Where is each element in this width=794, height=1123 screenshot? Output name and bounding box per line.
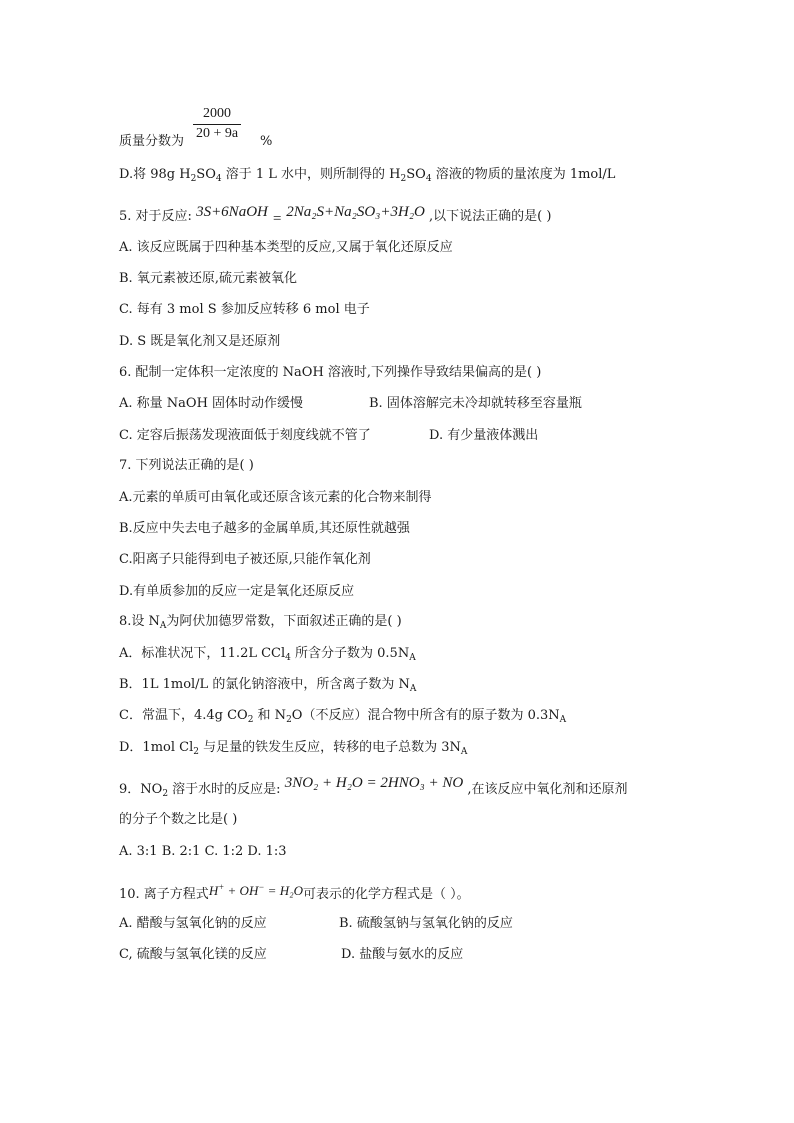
fraction-bar	[193, 124, 241, 125]
q10-options-cd	[119, 946, 463, 964]
q5-equation-left: 3S+6NaOH	[196, 204, 268, 220]
q5-option-b: B. 氧元素被还原,硫元素被氧化	[119, 271, 297, 286]
q8-option-a: A．标准状况下，11.2L CCl$_4$ 所含分子数为 $0.5N_A$	[119, 646, 416, 663]
q6-options-cd	[119, 427, 538, 445]
q7-option-a: A.元素的单质可由氧化或还原含该元素的化合物来制得	[119, 490, 432, 505]
q10-options-ab	[119, 915, 513, 933]
q7-option-d: D.有单质参加的反应一定是氧化还原反应	[119, 584, 355, 599]
q9-equation: 3NO₂ + H₂O = 2HNO₃ + NO	[284, 775, 464, 791]
q8-stem: 8.设 $N_A$为阿伏加德罗常数，下面叙述正确的是( )	[119, 614, 402, 631]
q6-option-c: C. 定容后振荡发现液面低于刻度线就不管了	[119, 428, 371, 443]
fraction-denominator: 20 + 9a	[195, 126, 239, 141]
q5-option-a: A. 该反应既属于四种基本类型的反应,又属于氧化还原反应	[119, 240, 453, 255]
q10-stem: 10. 离子方程式H+ + OH− = H₂O可表示的化学方程式是（ ）。	[119, 882, 470, 902]
q5-option-c: C. 每有 3 mol S 参加反应转移 6 mol 电子	[119, 302, 370, 317]
q6-stem: 6. 配制一定体积一定浓度的 NaOH 溶液时,下列操作导致结果偏高的是( )	[119, 365, 542, 380]
q7-option-c: C.阳离子只能得到电子被还原,只能作氧化剂	[119, 552, 371, 567]
q5-equation-right: 2Na₂S+Na₂SO₃+3H₂O	[286, 204, 425, 220]
q9-stem-cont: 的分子个数之比是( )	[119, 812, 238, 827]
q9-options: A. 3:1 B. 2:1 C. 1:2 D. 1:3	[119, 844, 287, 859]
q5-option-d: D. S 既是氧化剂又是还原剂	[119, 334, 281, 349]
mass-fraction-prefix: 质量分数为	[119, 134, 185, 149]
q8-option-d: D．1mol $Cl_2$ 与足量的铁发生反应，转移的电子总数为 $3N_A$	[119, 740, 468, 757]
fraction-numerator: 2000	[203, 106, 231, 121]
q8-option-b: B．1L 1mol/L 的氯化钠溶液中，所含离子数为 $N_A$	[119, 677, 417, 694]
q6-option-b: B. 固体溶解完未冷却就转移至容量瓶	[369, 396, 582, 411]
q7-option-b: B.反应中失去电子越多的金属单质,其还原性就越强	[119, 521, 410, 536]
q5-stem: 5. 对于反应: 3S+6NaOH = 2Na₂S+Na₂SO₃+3H₂O ,以下说法正确的是( )	[119, 204, 552, 227]
q6-option-a: A. 称量 NaOH 固体时动作缓慢	[119, 396, 304, 411]
q10-option-a: A. 醋酸与氢氧化钠的反应	[119, 916, 267, 931]
mass-fraction-line	[119, 133, 272, 151]
q10-option-d: D. 盐酸与氨水的反应	[341, 947, 464, 962]
q7-stem: 7. 下列说法正确的是( )	[119, 458, 254, 473]
mass-fraction-suffix: %	[260, 134, 273, 149]
q10-option-c: C, 硫酸与氢氧化镁的反应	[119, 947, 267, 962]
q10-option-b: B. 硫酸氢钠与氢氧化钠的反应	[339, 916, 513, 931]
q10-equation: H+ + OH− = H₂O	[208, 882, 303, 898]
q9-stem: 9．$NO_2$ 溶于水时的反应是: 3NO₂ + H₂O = 2HNO₃ + NO ,在该反应中氧化剂和还原剂	[119, 775, 628, 799]
q8-option-c: C．常温下，4.4g $CO_2$ 和 $N_2O$（不反应）混合物中所含有的原子数为 $0.3N_A$	[119, 708, 567, 725]
q6-options-ab	[119, 395, 582, 413]
q6-option-d: D. 有少量液体溅出	[429, 428, 539, 443]
q5-equation-sign: =	[272, 211, 283, 227]
q4-option-d: D.将 98g $H_2SO_4$ 溶于 1 L 水中，则所制得的 $H_2SO_4$ 溶液的物质的量浓度为 1mol/L	[119, 167, 616, 184]
